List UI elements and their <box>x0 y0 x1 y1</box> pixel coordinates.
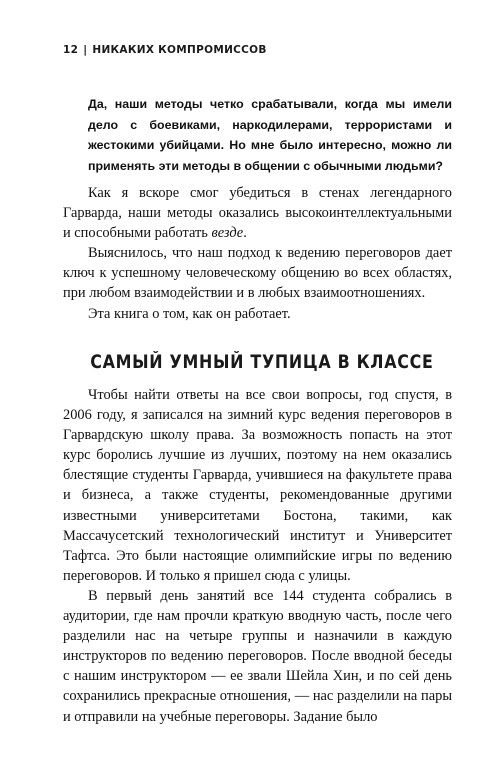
intro-paragraph-2: Выяснилось, что наш подход к ведению переговоров дает ключ к успешному человеческому общению во всех областях, при любом взаимодействии и в любых взаимоотношениях. <box>63 245 452 302</box>
section-heading: САМЫЙ УМНЫЙ ТУПИЦА В КЛАССЕ <box>90 352 434 373</box>
intro-text <box>63 183 452 324</box>
intro-paragraph-1-text: Как я вскоре смог убедиться в стенах легендарного Гарварда, наши методы оказались высокоинтеллектуальными и способными работать <box>63 185 452 242</box>
emphasis-word: везде <box>211 225 244 242</box>
running-header <box>63 44 267 56</box>
intro-paragraph-1 <box>63 183 452 243</box>
lead-paragraph: Да, наши методы четко срабатывали, когда мы имели дело с боевиками, наркодилерами, террористами и жестокими убийцами. Но мне было интересно, можно ли применять эти методы в общении с обычными людьми? <box>88 97 452 173</box>
intro-paragraph-3: Эта книга о том, как он работает. <box>88 305 291 322</box>
section-paragraph-2: В первый день занятий все 144 студента собрались в аудитории, где нам прочли краткую вводную часть, после чего разделили нас на четыре группы и назначили в каждую инструкторов по ведению переговоров. После вводной беседы с нашим инструктором — ее звали Шейла Хин, и по сей день сохранились прекрасные отношения, — нас разделили на пары и отправили на учебные переговоры. Задание было <box>63 587 452 725</box>
book-title: НИКАКИХ КОМПРОМИССОВ <box>92 44 267 56</box>
intro-paragraph-1-end: . <box>243 225 247 242</box>
header-separator: | <box>83 44 88 56</box>
section-text <box>63 385 452 727</box>
section-paragraph-1: Чтобы найти ответы на все свои вопросы, год спустя, в 2006 году, я записался на зимний курс ведения переговоров в Гарвардскую школу права. За возможность попасть на этот курс боролись лучшие из лучших, поэтому на нем оказались блестящие студенты Гарварда, учившиеся на факультете права и бизнеса, а также студенты, рекомендованные другими известными университетами Бостона, такими, как Массачусетский технологический институт и Университет Тафтса. Это были настоящие олимпийские игры по ведению переговоров. И только я пришел сюда с улицы. <box>63 387 452 584</box>
page-number: 12 <box>63 44 79 56</box>
